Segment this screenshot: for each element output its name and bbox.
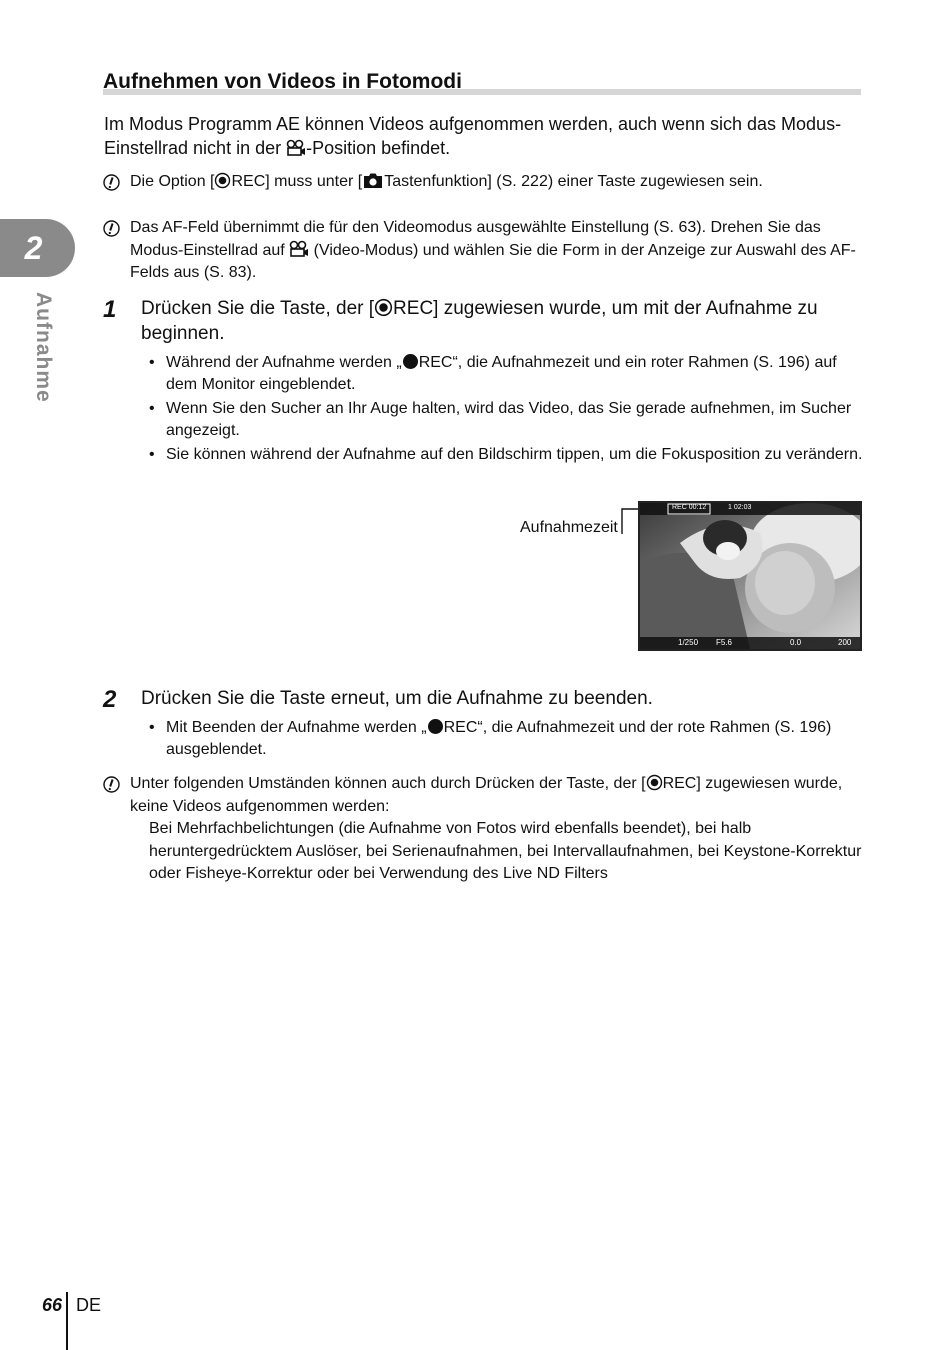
step-1-text-a: Drücken Sie die Taste, der [ [141, 298, 375, 319]
record-dot-icon [402, 353, 419, 370]
note-1 [103, 171, 863, 194]
note-3-text-a: Unter folgenden Umständen können auch durch Drücken der Taste, der [ [130, 775, 646, 792]
record-target-icon [374, 298, 393, 317]
step-2 [103, 686, 863, 763]
section-title: Aufnehmen von Videos in Fotomodi [103, 70, 462, 93]
list-item: • Sie können während der Aufnahme auf den Bildschirm tippen, um die Fokusposition zu verändern. [141, 444, 863, 466]
step-2-number: 2 [103, 686, 117, 713]
bullet-text-a: Mit Beenden der Aufnahme werden „ [166, 719, 427, 736]
chapter-tab [0, 219, 75, 277]
step-1-bullets [141, 352, 863, 466]
footer-divider [66, 1292, 68, 1350]
step-1 [103, 296, 863, 468]
exposure-readout: 0.0 [790, 638, 802, 647]
movie-mode-icon [286, 139, 306, 157]
list-item [141, 352, 863, 396]
callout-label: Aufnahmezeit [520, 519, 618, 536]
intro-paragraph [104, 112, 864, 160]
iso-readout: 200 [838, 638, 852, 647]
record-target-icon [214, 172, 231, 189]
note-2-text-b: (Video-Modus) und wählen Sie die Form in der Anzeige zur Auswahl des AF-Felds aus (S. 83). [130, 241, 856, 281]
note-2 [103, 217, 863, 285]
camera-icon [362, 172, 384, 189]
camera-photo [640, 503, 860, 649]
record-dot-icon [427, 718, 444, 735]
note-3-detail: Bei Mehrfachbelichtungen (die Aufnahme von Fotos wird ebenfalls beendet), bei halb heruntergedrücktem Auslöser, bei Serienaufnahmen, bei Intervallaufnahmen, bei Keystone-Korrektur oder Fisheye-Korrektur oder bei Verwendung des Live ND Filters [149, 820, 862, 882]
step-2-bullets [141, 717, 863, 761]
chapter-label: Aufnahme [32, 292, 55, 403]
step-1-number: 1 [103, 296, 117, 323]
step-2-text: Drücken Sie die Taste erneut, um die Aufnahme zu beenden. [141, 688, 653, 709]
rec-time-readout: REC 00:12 [672, 504, 707, 511]
movie-mode-icon [289, 240, 309, 258]
bullet-text-b: REC“, die Aufnahmezeit und ein roter Rahmen (S. 196) auf dem Monitor eingeblendet. [166, 354, 837, 393]
chapter-number: 2 [24, 229, 43, 266]
camera-screen [638, 501, 862, 651]
caution-icon [103, 776, 120, 793]
language-code: DE [76, 1295, 102, 1315]
step-1-text-b: REC] zugewiesen wurde, um mit der Aufnahme zu beginnen. [141, 298, 818, 344]
note-1-text-c: Tastenfunktion] (S. 222) einer Taste zugewiesen sein. [384, 173, 763, 190]
bullet-text-a: Während der Aufnahme werden „ [166, 354, 402, 371]
caution-icon [103, 174, 120, 191]
page-number: 66 [42, 1295, 63, 1315]
note-1-text-a: Die Option [ [130, 173, 215, 190]
caution-icon [103, 220, 120, 237]
shutter-readout: 1/250 [678, 638, 699, 647]
intro-text-after: -Position befindet. [306, 138, 451, 158]
bullet-text-b: REC“, die Aufnahmezeit und der rote Rahmen (S. 196) ausgeblendet. [166, 719, 832, 758]
step-1-text [141, 296, 863, 346]
note-2-text-a: Das AF-Feld übernimmt die für den Videomodus ausgewählte Einstellung (S. 63). Drehen Sie das Modus-Einstellrad auf [130, 219, 821, 259]
record-target-icon [646, 774, 663, 791]
note-3 [103, 773, 863, 886]
list-item: • Wenn Sie den Sucher an Ihr Auge halten, wird das Video, das Sie gerade aufnehmen, im Sucher angezeigt. [141, 398, 863, 442]
note-1-text-b: REC] muss unter [ [231, 173, 363, 190]
note-3-text-b: REC] zugewiesen wurde, keine Videos aufgenommen werden: [130, 775, 843, 815]
list-item [141, 717, 863, 761]
intro-text-before: Im Modus Programm AE können Videos aufgenommen werden, auch wenn sich das Modus-Einstellrad nicht in der [104, 114, 842, 158]
aperture-readout: F5.6 [716, 638, 733, 647]
remaining-time-readout: 1 02:03 [728, 504, 752, 511]
